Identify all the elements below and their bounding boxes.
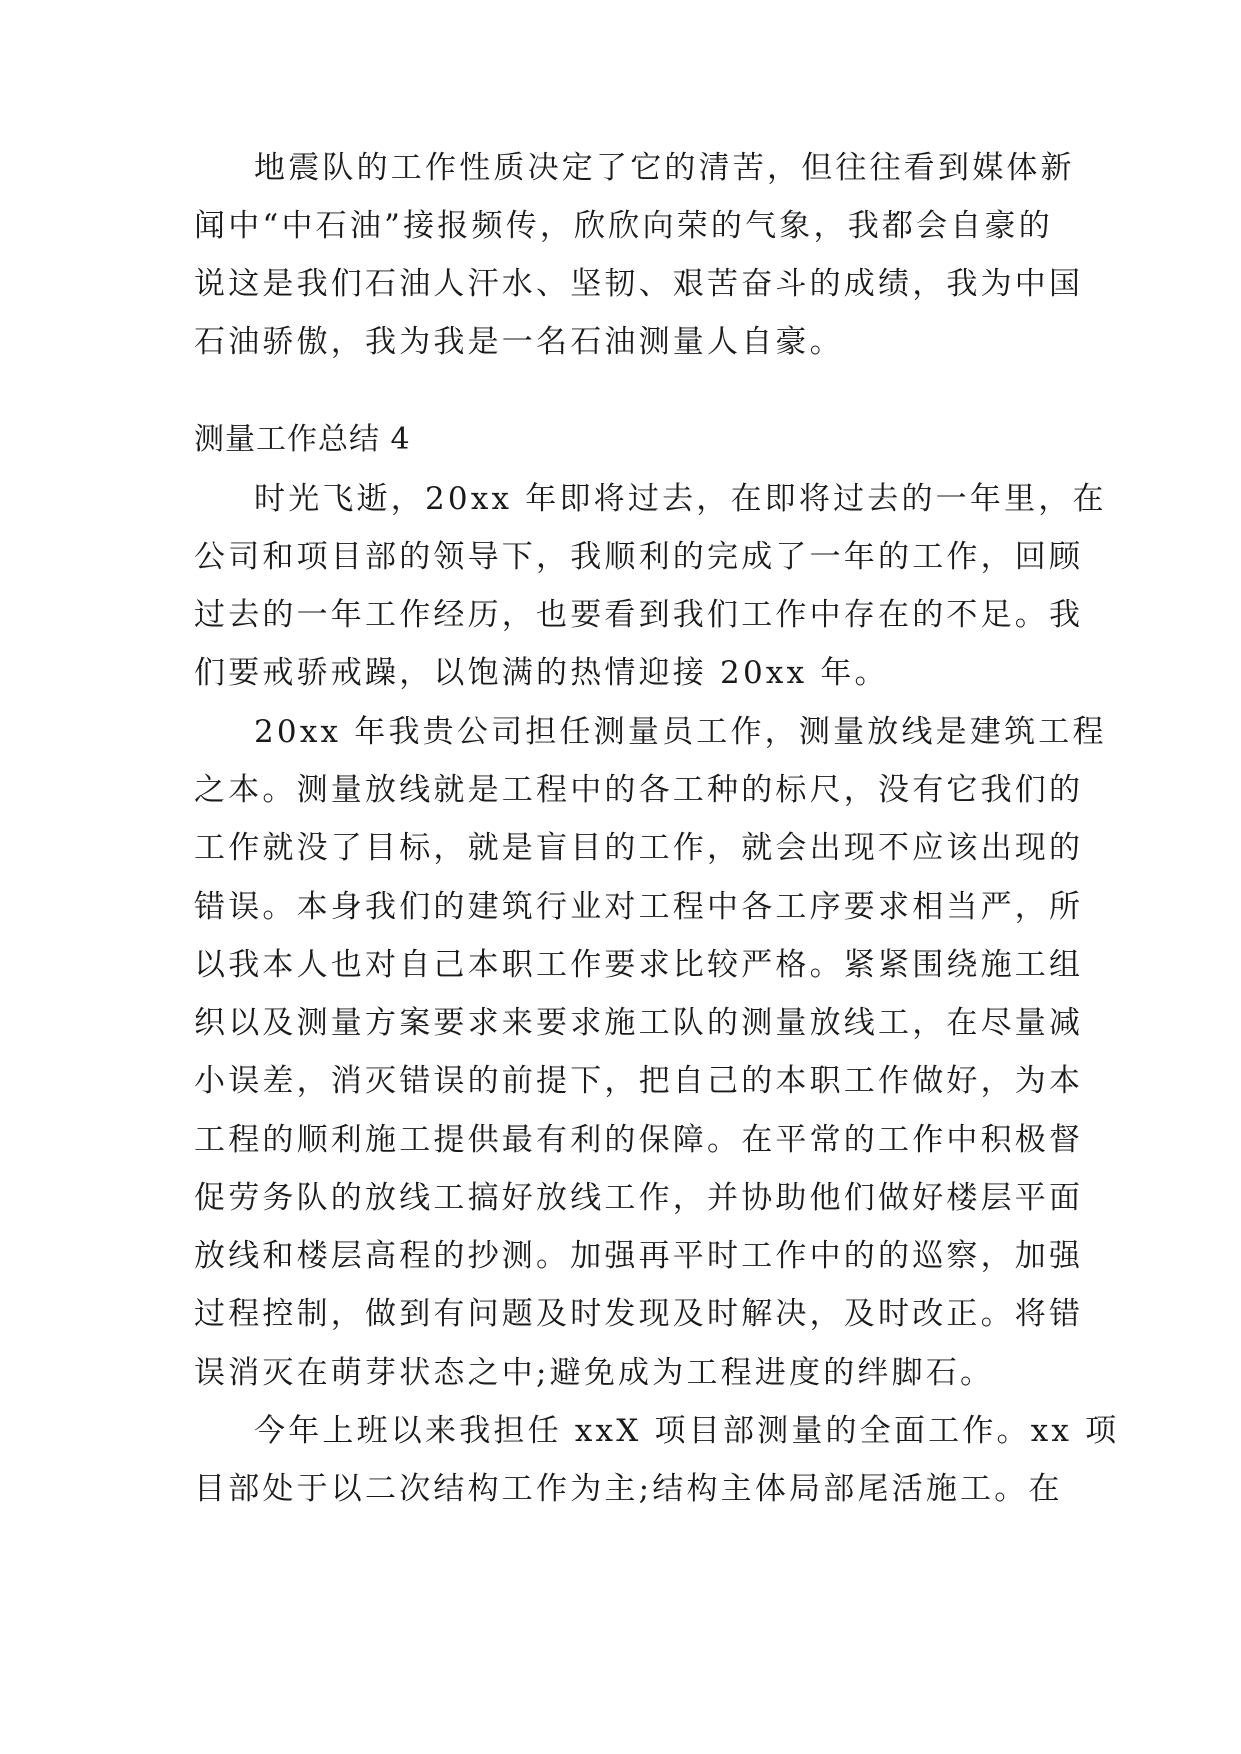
paragraph-1-line-1: 地震队的工作性质决定了它的清苦，但往往看到媒体新 xyxy=(254,150,1075,186)
paragraph-3-line-1: 20xx 年我贵公司担任测量员工作，测量放线是建筑工程 xyxy=(254,714,1107,750)
paragraph-2-line-3: 过去的一年工作经历，也要看到我们工作中存在的不足。我 xyxy=(194,597,1084,633)
paragraph-3-line-4: 错误。本身我们的建筑行业对工程中各工序要求相当严，所 xyxy=(194,889,1084,925)
paragraph-3-line-11: 过程控制，做到有问题及时发现及时解决，及时改正。将错 xyxy=(194,1296,1084,1332)
paragraph-2-line-1: 时光飞逝，20xx 年即将过去，在即将过去的一年里，在 xyxy=(254,481,1107,517)
paragraph-1-line-4: 石油骄傲，我为我是一名石油测量人自豪。 xyxy=(194,324,844,360)
paragraph-4-line-1: 今年上班以来我担任 xxX 项目部测量的全面工作。xx 项 xyxy=(254,1413,1120,1449)
paragraph-3-line-9: 促劳务队的放线工搞好放线工作，并协助他们做好楼层平面 xyxy=(194,1180,1084,1216)
paragraph-1-line-2: 闻中“中石油”接报频传，欣欣向荣的气象，我都会自豪的 xyxy=(194,208,1053,244)
paragraph-3-line-5: 以我本人也对自己本职工作要求比较严格。紧紧围绕施工组 xyxy=(194,947,1084,983)
paragraph-3-line-7: 小误差，消灭错误的前提下，把自己的本职工作做好，为本 xyxy=(194,1063,1084,1099)
document-page xyxy=(194,0,1120,1754)
paragraph-3-line-3: 工作就没了目标，就是盲目的工作，就会出现不应该出现的 xyxy=(194,830,1084,866)
paragraph-2-line-4: 们要戒骄戒躁，以饱满的热情迎接 20xx 年。 xyxy=(194,655,889,691)
paragraph-2-line-2: 公司和项目部的领导下，我顺利的完成了一年的工作，回顾 xyxy=(194,539,1084,575)
paragraph-3-line-6: 织以及测量方案要求来要求施工队的测量放线工，在尽量减 xyxy=(194,1005,1084,1041)
paragraph-1-line-3: 说这是我们石油人汗水、坚韧、艰苦奋斗的成绩，我为中国 xyxy=(194,266,1084,302)
paragraph-3-line-2: 之本。测量放线就是工程中的各工种的标尺，没有它我们的 xyxy=(194,772,1084,808)
paragraph-3-line-12: 误消灭在萌芽状态之中;避免成为工程进度的绊脚石。 xyxy=(194,1355,995,1391)
paragraph-4-line-2: 目部处于以二次结构工作为主;结构主体局部尾活施工。在 xyxy=(194,1471,1063,1507)
paragraph-3-line-8: 工程的顺利施工提供最有利的保障。在平常的工作中积极督 xyxy=(194,1122,1084,1158)
paragraph-3-line-10: 放线和楼层高程的抄测。加强再平时工作中的的巡察，加强 xyxy=(194,1238,1084,1274)
section-heading: 测量工作总结 4 xyxy=(194,422,411,457)
